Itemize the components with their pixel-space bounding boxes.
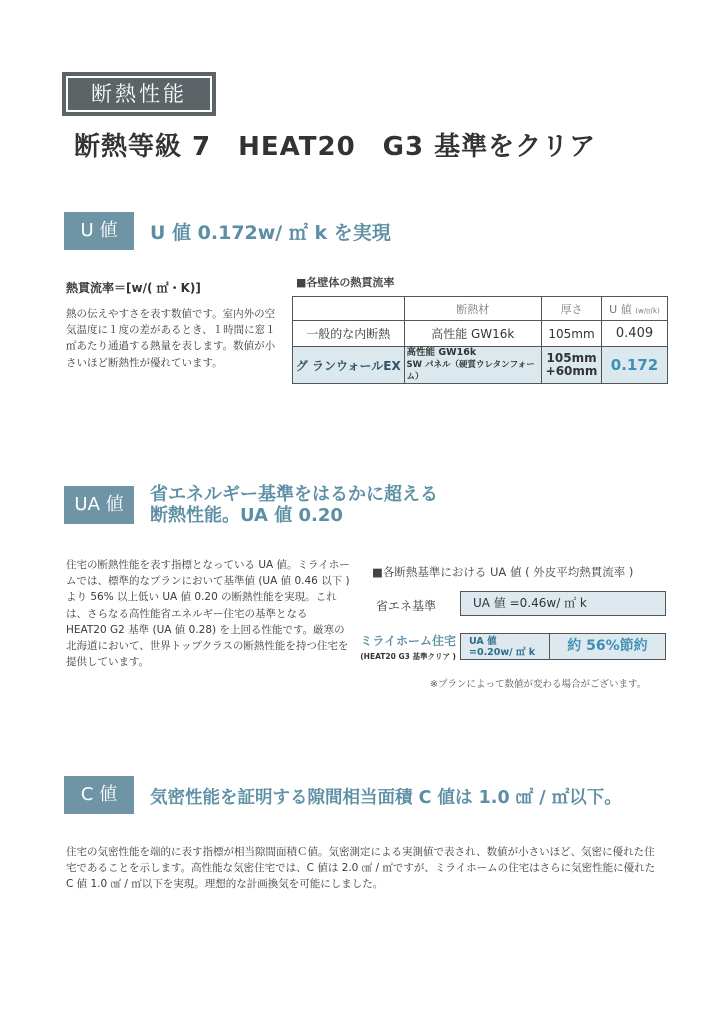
table-header-cell: [293, 297, 405, 321]
table-cell-material: [404, 347, 542, 384]
mirai-value-line-1: UA 値: [469, 636, 497, 647]
ua-value-description: 住宅の断熱性能を表す指標となっている UA 値。ミライホームでは、標準的なプランにおいて基準値 (UA 値 0.46 以下 ) より 56% 以上低い UA 値 0.20 の断熱性能を実現。これは、さらなる高性能省エネルギー住宅の基準となる HEAT20 G2 基準 (UA 値 0.28) を上回る性能です。厳寒の北海道において、世界トップクラスの断熱性能を持つ住宅を提供しています。: [66, 559, 350, 669]
page-title: 断熱等級 7 HEAT20 G3 基準をクリア: [74, 132, 597, 162]
c-value-description: 住宅の気密性能を端的に表す指標が相当隙間面積Ｃ値。気密測定による実測値で表され、数値が小さいほど、気密に優れた住宅であることを示します。高性能な気密住宅では、C 値は 2.0 ㎠ / ㎡ですが、ミライホームの住宅はさらに気密性能に優れた C 値 1.0 ㎠ / ㎡以下を実現。理想的な計画換気を可能にしました。: [66, 846, 656, 891]
compare-caption: ■各断熱基準における UA 値 ( 外皮平均熱貫流率 ): [372, 565, 634, 579]
mirai-home-label: ミライホーム住宅: [360, 634, 456, 648]
table-cell-thickness: [542, 347, 602, 384]
compare-note: ※プランによって数値が変わる場合がございます。: [430, 679, 647, 690]
u-value-subheading: 熱貫流率＝[w/( ㎡・K)]: [66, 281, 201, 295]
u-value-tag: U 値: [64, 212, 134, 250]
table-header-row: [293, 297, 668, 321]
u-value-header-unit: (w/㎡k): [635, 306, 660, 315]
c-value-title: 気密性能を証明する隙間相当面積 C 値は 1.0 ㎠ / ㎡以下。: [150, 788, 622, 808]
section-badge-label: 断熱性能: [91, 82, 187, 106]
table-caption: ■各壁体の熱貫流率: [296, 276, 395, 289]
mirai-value-line-2: =0.20w/ ㎡ k: [469, 647, 536, 658]
mirai-home-sublabel: (HEAT20 G3 基準クリア ): [360, 652, 456, 661]
table-header-cell: [602, 297, 668, 321]
thermal-transmittance-table: [292, 296, 668, 384]
u-value-description: 熱の伝えやすさを表す数値です。室内外の空気温度に１度の差があるとき、１時間に窓１㎡あたり通過する熱量を表します。数値が小さいほど断熱性が優れています。: [66, 308, 276, 369]
ua-title-line-1: 省エネルギー基準をはるかに超える: [150, 484, 438, 505]
ua-title-line-2: 断熱性能。UA 値 0.20: [150, 505, 343, 526]
u-value-title: U 値 0.172w/ ㎡ k を実現: [150, 222, 391, 244]
material-line-1: 高性能 GW16k: [406, 347, 477, 358]
thickness-line-2: +60mm: [545, 364, 598, 378]
table-header-cell: 厚さ: [542, 297, 602, 321]
thickness-line-1: 105mm: [546, 351, 597, 365]
c-value-tag: C 値: [64, 776, 134, 814]
table-cell-material: 高性能 GW16k: [404, 321, 542, 347]
energy-standard-bar: UA 値 =0.46w/ ㎡ k: [460, 591, 666, 616]
table-cell-name: グ ランウォールEX: [293, 347, 405, 384]
u-value-header-label: U 値: [609, 302, 632, 316]
table-cell-value: 0.172: [602, 347, 668, 384]
table-cell-name: 一般的な内断熱: [293, 321, 405, 347]
saving-percentage: 約 56%節約: [550, 633, 666, 660]
table-header-cell: 断熱材: [404, 297, 542, 321]
table-cell-value: 0.409: [602, 321, 668, 347]
ua-value-tag: UA 値: [64, 486, 134, 524]
ua-value-title: [150, 484, 438, 526]
table-row-highlight: [293, 347, 668, 384]
material-line-2: SW パネル（硬質ウレタンフォーム）: [406, 360, 535, 382]
energy-standard-label: 省エネ基準: [376, 599, 437, 613]
mirai-home-value-box: [460, 633, 550, 660]
table-cell-thickness: 105mm: [542, 321, 602, 347]
table-row: [293, 321, 668, 347]
